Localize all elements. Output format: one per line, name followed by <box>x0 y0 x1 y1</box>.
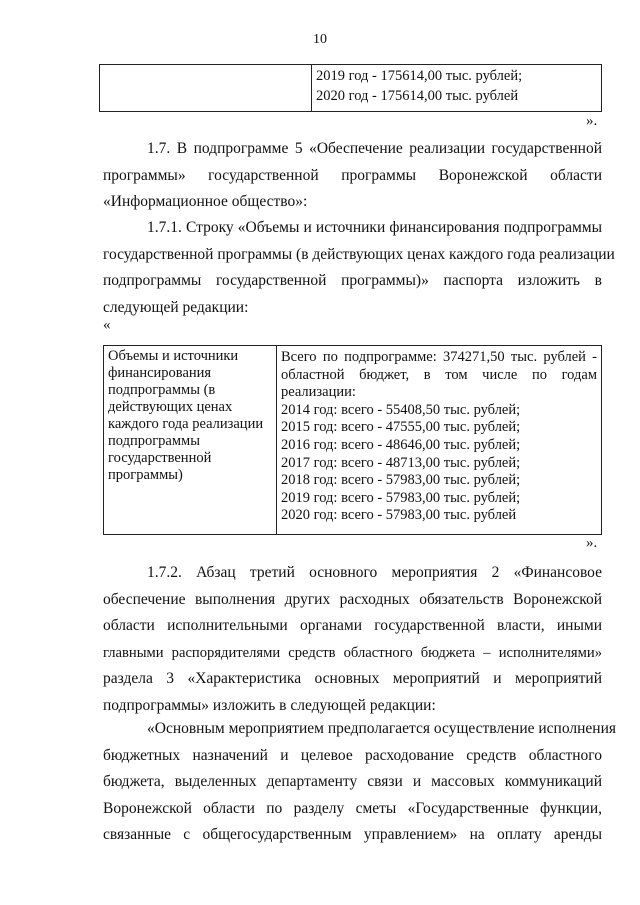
text-line: бюджета, выделенных департаменту связи и массовых коммуникаций <box>103 773 602 790</box>
table-cell-right <box>312 65 602 112</box>
table-line: 2019 год - 175614,00 тыс. рублей; <box>316 68 523 84</box>
text-line: государственной программы (в действующих ценах каждого года реализации <box>103 245 615 263</box>
text-line: раздела 3 «Характеристика основных мероприятий и мероприятий <box>103 670 602 687</box>
table-line: 2018 год: всего - 57983,00 тыс. рублей; <box>281 472 521 489</box>
text-line: 1.7. В подпрограмме 5 «Обеспечение реализации государственной <box>147 140 602 157</box>
text-line: 1.7.1. Строку «Объемы и источники финансирования подпрограммы <box>147 219 602 236</box>
table-line: 2019 год: всего - 57983,00 тыс. рублей; <box>281 489 521 506</box>
text-line: «Информационное общество»: <box>103 193 308 210</box>
text-line: 1.7.2. Абзац третий основного мероприятия 2 «Финансовое <box>147 564 602 581</box>
table-line: Всего по подпрограмме: 374271,50 тыс. рублей - <box>281 349 597 365</box>
text-line: подпрограммы государственной программы)» паспорта изложить в <box>103 272 602 289</box>
table-line: 2020 год: всего - 57983,00 тыс. рублей <box>281 507 517 524</box>
table-line: областной бюджет, в том числе по годам <box>281 366 597 383</box>
table-cell-label <box>104 346 277 535</box>
table-line: государственной <box>108 450 212 466</box>
opening-quote: « <box>103 317 111 333</box>
text-line: главными распорядителями средств областного бюджета – исполнителями» <box>103 644 602 661</box>
page-number: 10 <box>313 32 327 47</box>
text-line: следующей редакции: <box>103 298 249 316</box>
table-line: 2015 год: всего - 47555,00 тыс. рублей; <box>281 419 521 436</box>
table-line: финансирования <box>108 365 212 381</box>
closing-quote: ». <box>586 113 598 129</box>
text-line: бюджетных назначений и целевое расходование средств областного <box>103 746 602 764</box>
funding-table <box>103 345 602 535</box>
text-line: программы» государственной программы Воронежской области <box>103 166 602 184</box>
text-line: обеспечение выполнения других расходных обязательств Воронежской <box>103 590 602 608</box>
table-cell-values <box>277 346 602 535</box>
table-line: каждого года реализации <box>108 416 264 432</box>
table-line: 2020 год - 175614,00 тыс. рублей <box>316 88 519 104</box>
table-cell-left <box>100 65 312 112</box>
table-line: подпрограммы <box>108 433 200 449</box>
paragraph-quote <box>103 716 617 849</box>
table-line: 2014 год: всего - 55408,50 тыс. рублей; <box>281 401 521 418</box>
paragraph-1-7-2 <box>103 560 602 719</box>
text-line: области исполнительными органами государственной власти, иными <box>103 617 602 634</box>
text-line: Воронежской области по разделу сметы «Государственные функции, <box>103 799 602 817</box>
table-line: действующих ценах <box>108 399 233 415</box>
text-line: «Основным мероприятием предполагается осуществление исполнения <box>147 720 617 737</box>
table-line: 2017 год: всего - 48713,00 тыс. рублей; <box>281 454 521 471</box>
text-line: связанные с общегосударственным управлением» на оплату аренды <box>103 826 602 843</box>
table-line: подпрограммы (в <box>108 382 216 398</box>
closing-quote: ». <box>586 535 598 551</box>
paragraph-1-7 <box>103 136 602 216</box>
paragraph-1-7-1 <box>103 215 615 321</box>
text-line: подпрограммы» изложить в следующей редакции: <box>103 696 436 714</box>
table-line: 2016 год: всего - 48646,00 тыс. рублей; <box>281 436 521 453</box>
table-line: Объемы и источники <box>108 348 239 364</box>
funding-table-continuation <box>99 64 602 112</box>
table-line: программы) <box>108 467 183 483</box>
table-line: реализации: <box>281 384 356 401</box>
